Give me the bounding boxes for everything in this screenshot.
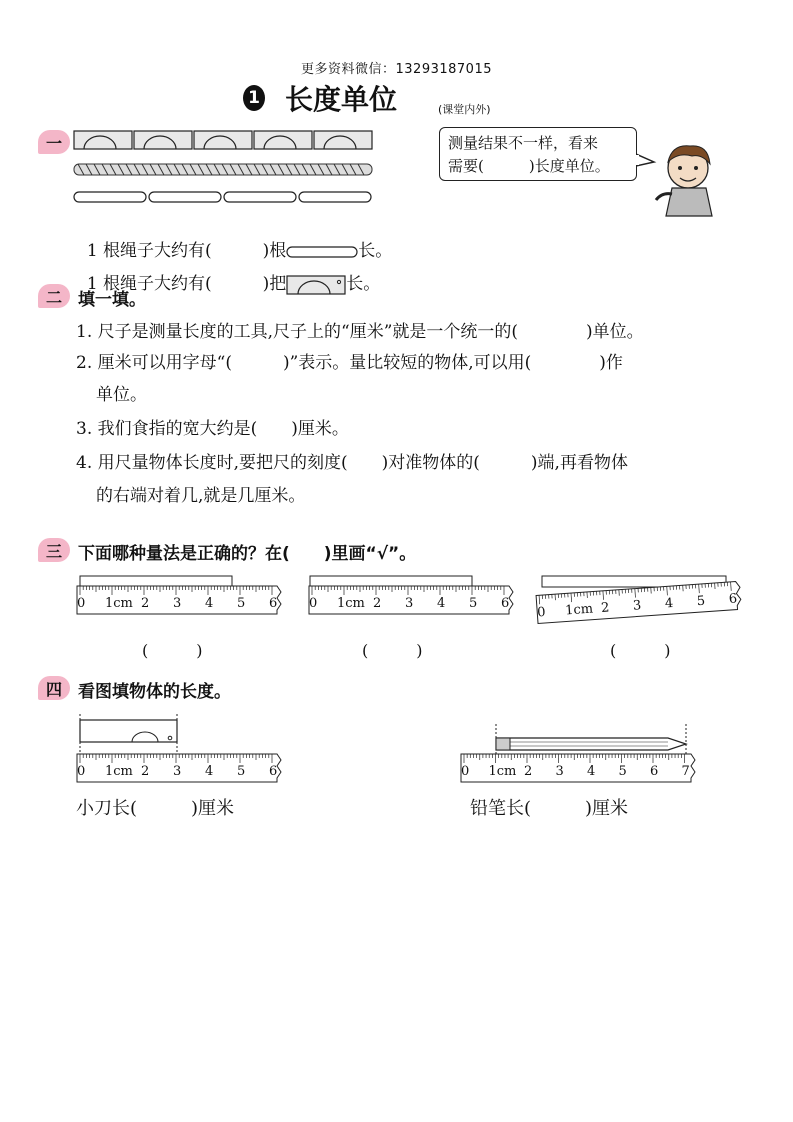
fill-item-2: 2. 厘米可以用字母“( )”表示。量比较短的物体,可以用( )作 [76, 353, 623, 373]
answer-c[interactable]: ( ) [610, 641, 671, 660]
ruler-option-b [306, 574, 521, 620]
ruler-label: 0 [461, 764, 470, 779]
section-4-title: 看图填物体的长度。 [78, 682, 231, 702]
ruler-label: 4 [205, 764, 214, 779]
ruler-label: 6 [728, 591, 738, 608]
answer-b[interactable]: ( ) [362, 641, 423, 660]
ruler-label: 2 [141, 764, 150, 779]
line1-suffix: 长。 [358, 241, 393, 261]
page-title [243, 78, 397, 118]
lesson-note: (课堂内外) [438, 103, 491, 116]
section-2-badge: 二 [38, 284, 70, 308]
ruler-label: 7 [681, 764, 690, 779]
ruler-label: 1cm [337, 596, 365, 611]
section-1-badge: 一 [38, 130, 70, 154]
ruler-label: 6 [501, 596, 510, 611]
ruler-label: 4 [437, 596, 446, 611]
knife-icon [286, 274, 346, 296]
section-2-title: 填一填。 [78, 290, 146, 310]
ruler-label: 6 [269, 764, 278, 779]
fill-item-4-cont: 的右端对着几,就是几厘米。 [96, 486, 306, 506]
ruler-label: 5 [237, 764, 246, 779]
fill-item-3: 3. 我们食指的宽大约是( )厘米。 [76, 419, 349, 439]
ruler-label: 6 [269, 596, 278, 611]
ruler-label: 0 [77, 596, 86, 611]
ruler-label: 6 [650, 764, 659, 779]
ruler-option-a [74, 574, 289, 620]
boy-illustration [636, 140, 736, 218]
ruler-label: 0 [77, 764, 86, 779]
fill-item-4: 4. 用尺量物体长度时,要把尺的刻度( )对准物体的( )端,再看物体 [76, 453, 628, 473]
ruler-label: 0 [536, 604, 547, 621]
ruler-label: 5 [469, 596, 478, 611]
stick-row [74, 192, 371, 202]
knife-length-label[interactable]: 小刀长( )厘米 [76, 798, 235, 819]
line1-prefix: 1 根绳子大约有( )根 [86, 241, 287, 261]
ruler-label: 3 [555, 764, 564, 779]
ruler-label: 3 [173, 764, 182, 779]
knife-row [74, 131, 372, 149]
line2-suffix: 长。 [346, 274, 381, 294]
line2-prefix: 1 根绳子大约有( )把 [86, 274, 287, 294]
fill-item-1: 1. 尺子是测量长度的工具,尺子上的“厘米”就是一个统一的( )单位。 [76, 322, 644, 342]
ruler-label: 2 [373, 596, 382, 611]
section-4-badge: 四 [38, 676, 70, 700]
ruler-label: 1cm [105, 596, 133, 611]
pencil-length-label[interactable]: 铅笔长( )厘米 [470, 798, 629, 819]
ruler-label: 1cm [105, 764, 133, 779]
ruler-label: 1cm [564, 601, 594, 619]
fill-item-2-cont: 单位。 [96, 385, 147, 405]
ruler-label: 0 [309, 596, 318, 611]
lesson-number-badge: 1 [243, 85, 265, 111]
section-3-title: 下面哪种量法是正确的？在( )里画“√”。 [78, 544, 417, 564]
ruler-label: 5 [696, 593, 706, 610]
contact-note: 更多资料微信：13293187015 [301, 62, 492, 77]
measure-illustration [72, 128, 377, 208]
ruler-label: 5 [237, 596, 246, 611]
ruler-label: 4 [205, 596, 214, 611]
ruler-label: 3 [405, 596, 414, 611]
answer-a[interactable]: ( ) [142, 641, 203, 660]
speech-line-1: 测量结果不一样，看来 [448, 134, 599, 152]
ruler-label: 2 [600, 600, 610, 616]
ruler-label: 1cm [488, 764, 517, 779]
section-3-badge: 三 [38, 538, 70, 562]
ruler-label: 3 [173, 596, 182, 611]
knife-measure [74, 712, 289, 788]
pencil-measure [458, 722, 703, 788]
ruler-label: 3 [632, 598, 642, 614]
ruler-label: 2 [141, 596, 150, 611]
rope [74, 164, 372, 175]
lesson-title: 长度单位 [285, 83, 398, 116]
speech-line-2: 需要( )长度单位。 [448, 157, 610, 175]
ruler-option-c [534, 570, 754, 630]
ruler-label: 2 [524, 764, 533, 779]
ruler-label: 4 [587, 764, 596, 779]
ruler-label: 4 [664, 595, 674, 612]
speech-bubble [439, 127, 637, 181]
ruler-label: 5 [618, 764, 627, 779]
